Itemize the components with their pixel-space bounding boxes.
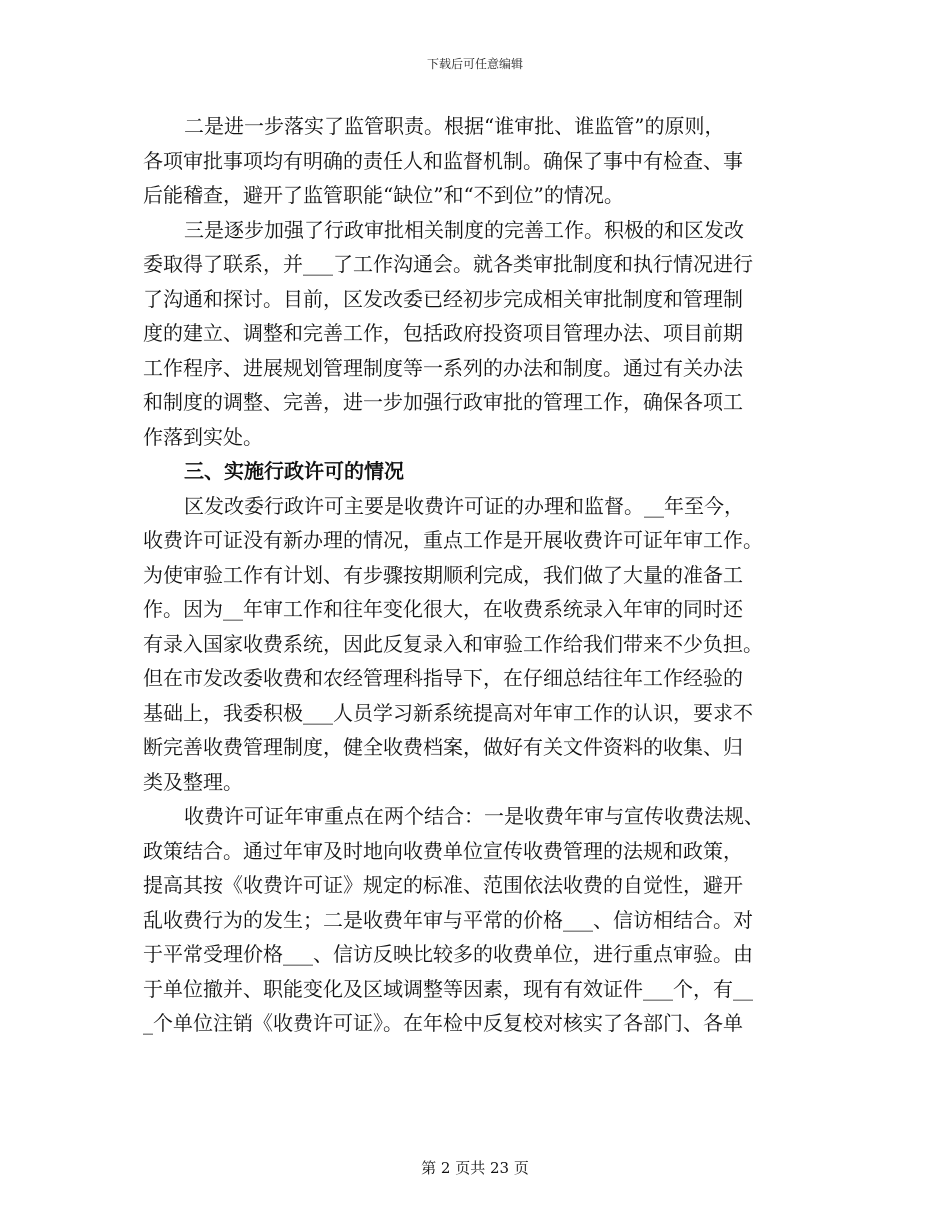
text-line: 提高其按《收费许可证》规定的标准、范围依法收费的自觉性，避开 xyxy=(143,873,743,897)
text-line: 后能稽查，避开了监管职能“缺位”和“不到位”的情况。 xyxy=(143,183,624,207)
text-line: 收费许可证年审重点在两个结合：一是收费年审与宣传收费法规、 xyxy=(184,804,764,828)
document-body xyxy=(143,109,813,1041)
text-line: 但在市发改委收费和农经管理科指导下，在仔细总结往年工作经验的 xyxy=(143,666,743,690)
text-line: 类及整理。 xyxy=(143,769,243,794)
text-line: 基础上，我委积极___人员学习新系统提高对年审工作的认识，要求不 xyxy=(143,700,753,725)
text-line: 作。因为__年审工作和往年变化很大，在收费系统录入年审的同时还 xyxy=(143,597,743,621)
text-line: 于单位撤并、职能变化及区域调整等因素，现有有效证件___个，有__ xyxy=(143,976,753,1001)
text-line: 为使审验工作有计划、有步骤按期顺利完成，我们做了大量的准备工 xyxy=(143,562,743,587)
text-line: 了沟通和探讨。目前，区发改委已经初步完成相关审批制度和管理制 xyxy=(143,286,743,311)
text-line: 区发改委行政许可主要是收费许可证的办理和监督。__年至今， xyxy=(184,493,744,518)
section-heading: 三、实施行政许可的情况 xyxy=(184,459,404,483)
text-line: 断完善收费管理制度，健全收费档案，做好有关文件资料的收集、归 xyxy=(143,735,743,759)
text-line: 作落到实处。 xyxy=(143,424,263,449)
text-line: 和制度的调整、完善，进一步加强行政审批的管理工作，确保各项工 xyxy=(143,390,743,414)
text-line: 二是进一步落实了监管职责。根据“谁审批、谁监管”的原则， xyxy=(184,114,725,138)
text-line: 委取得了联系，并___了工作沟通会。就各类审批制度和执行情况进行 xyxy=(143,252,753,276)
page-footer: 第 2 页共 23 页 xyxy=(421,1159,529,1177)
text-line: 收费许可证没有新办理的情况，重点工作是开展收费许可证年审工作。 xyxy=(143,528,763,552)
text-line: 于平常受理价格___、信访反映比较多的收费单位，进行重点审验。由 xyxy=(143,942,753,966)
text-line: 工作程序、进展规划管理制度等一系列的办法和制度。通过有关办法 xyxy=(143,355,743,380)
text-line: 有录入国家收费系统，因此反复录入和审验工作给我们带来不少负担。 xyxy=(143,631,763,656)
text-line: _个单位注销《收费许可证》。在年检中反复校对核实了各部门、各单 xyxy=(143,1011,743,1035)
text-line: 乱收费行为的发生；二是收费年审与平常的价格___、信访相结合。对 xyxy=(143,907,753,932)
text-line: 政策结合。通过年审及时地向收费单位宣传收费管理的法规和政策， xyxy=(143,838,743,863)
text-line: 度的建立、调整和完善工作，包括政府投资项目管理办法、项目前期 xyxy=(143,321,743,345)
text-line: 各项审批事项均有明确的责任人和监督机制。确保了事中有检查、事 xyxy=(143,148,743,173)
text-line: 三是逐步加强了行政审批相关制度的完善工作。积极的和区发改 xyxy=(184,217,744,242)
page-header: 下载后可任意编辑 xyxy=(426,57,523,71)
